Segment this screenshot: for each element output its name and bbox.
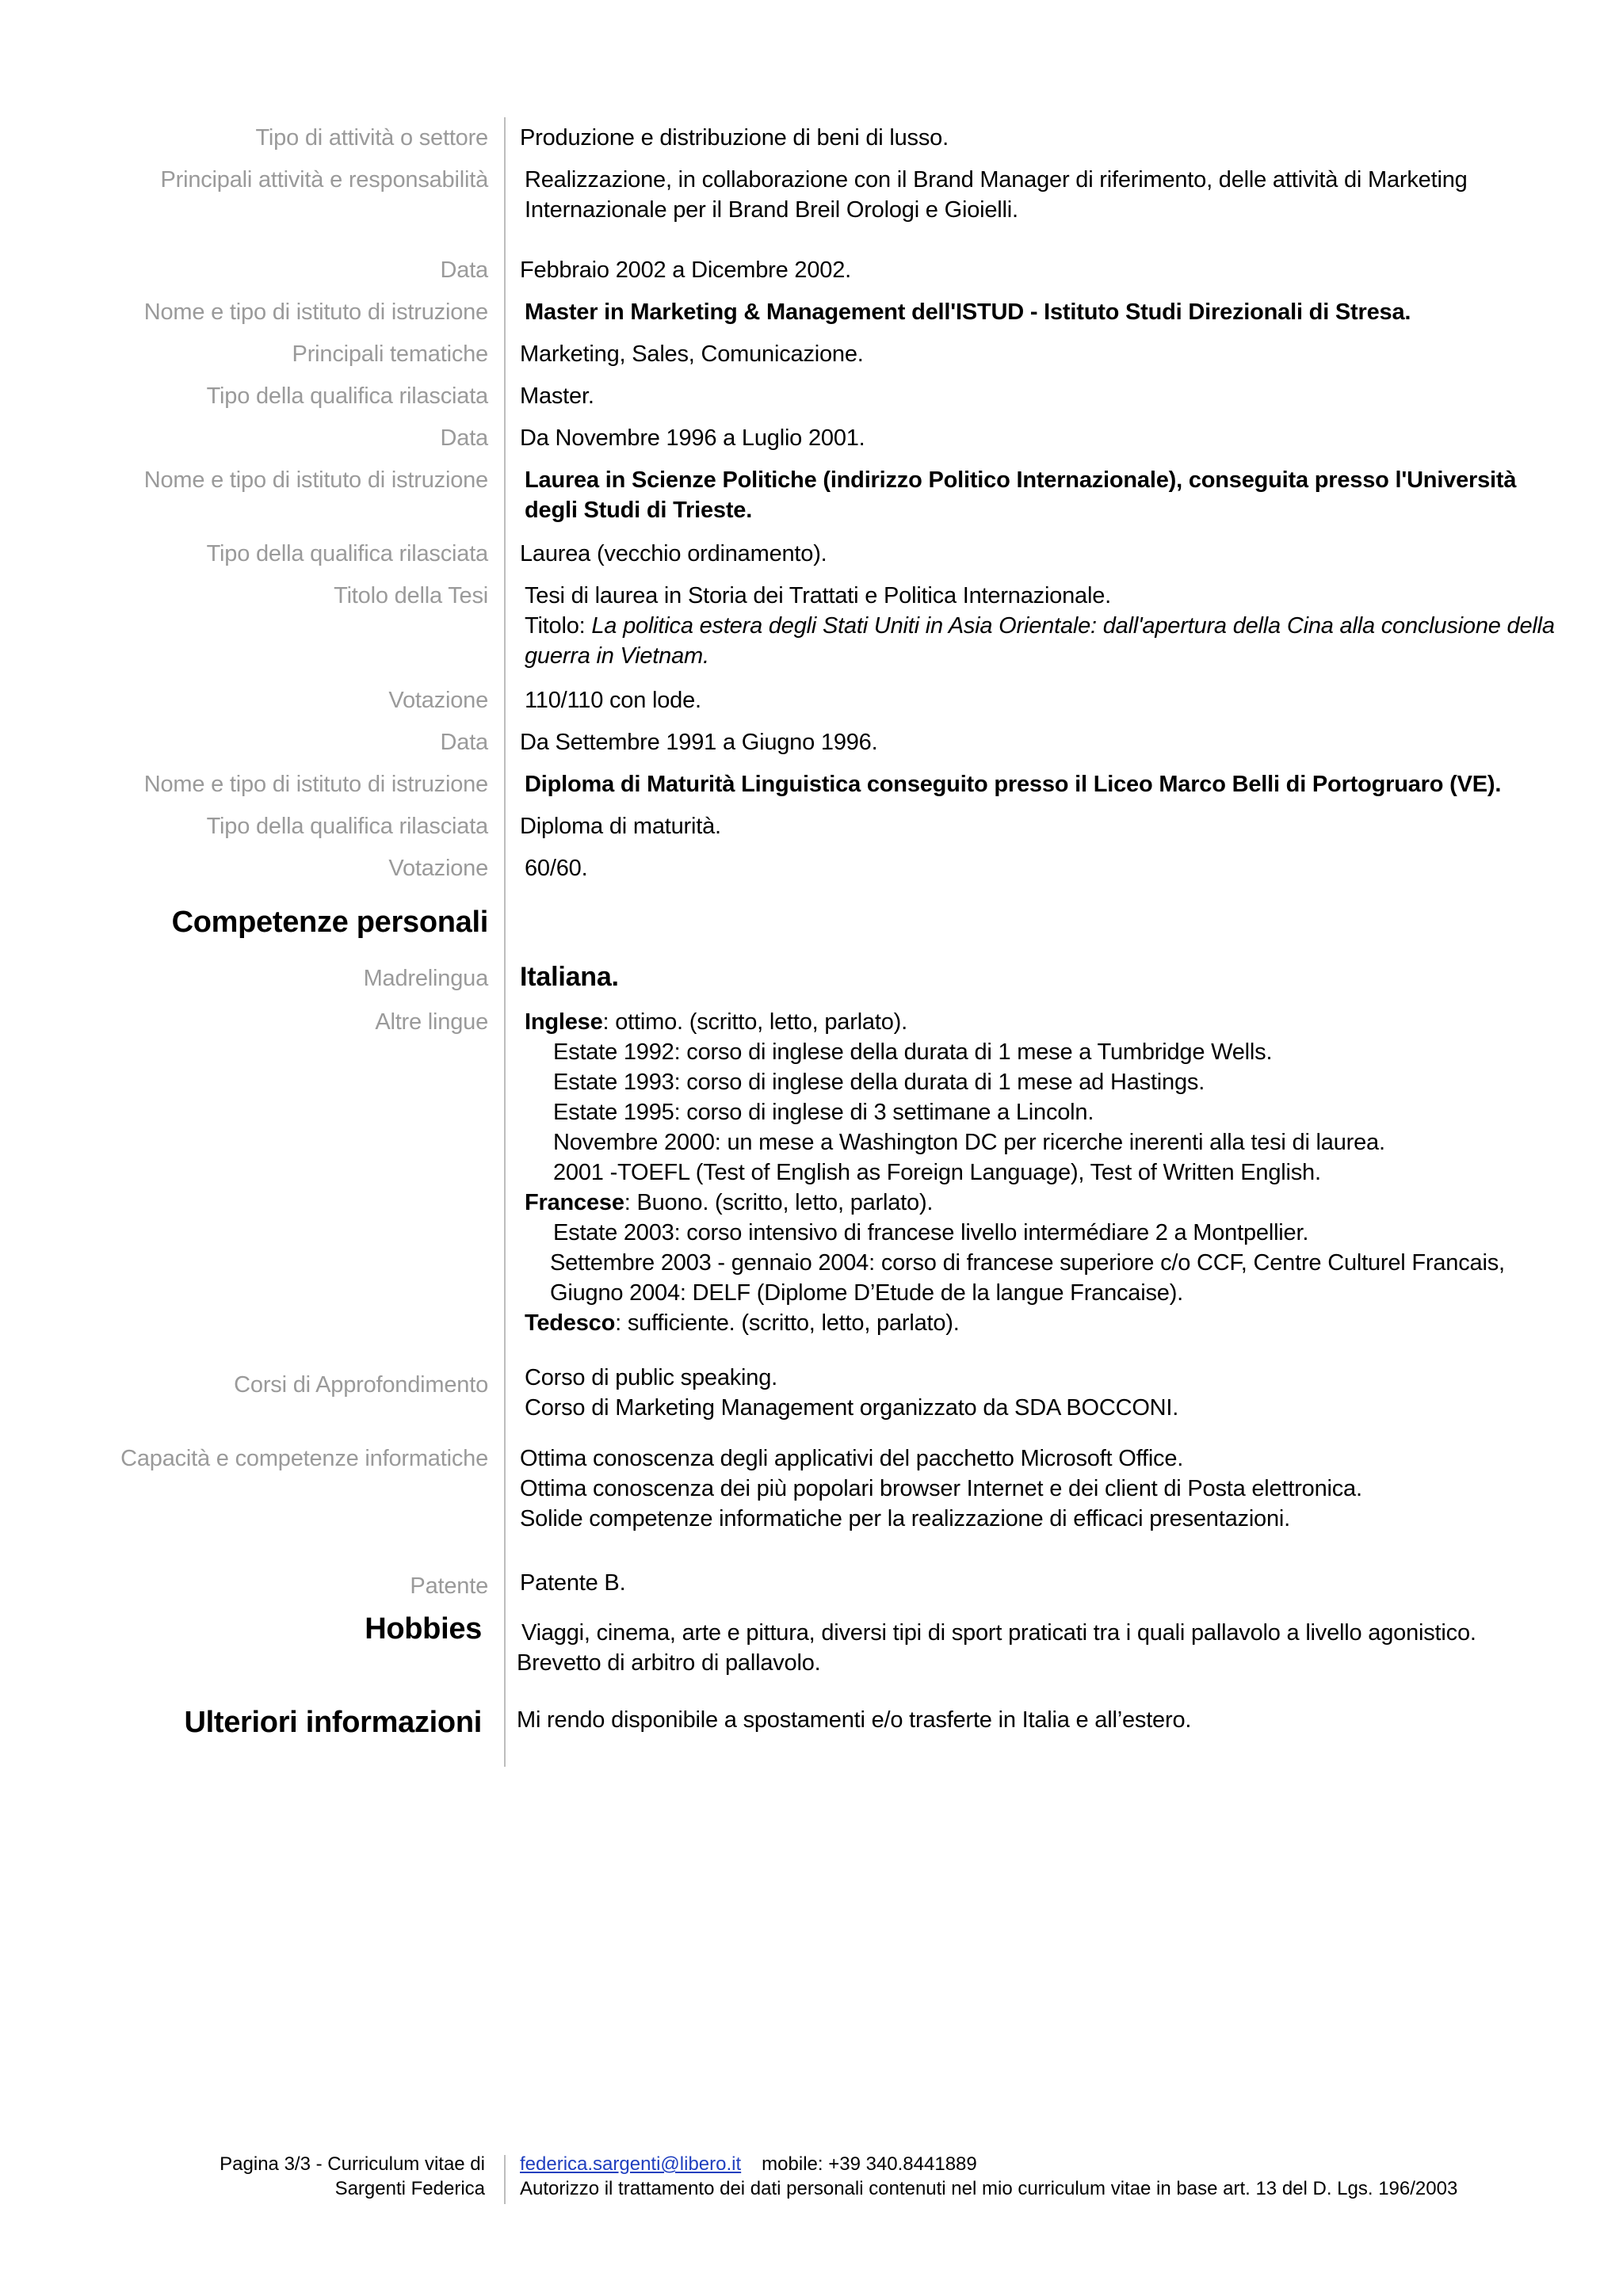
label-sector: Tipo di attività o settore [255,125,488,151]
label-institute: Nome e tipo di istituto di istruzione [143,299,488,325]
label-license: Patente [410,1573,488,1599]
mobile-number: mobile: +39 340.8441889 [762,2153,977,2175]
label-institute: Nome e tipo di istituto di istruzione [143,467,488,493]
value-it-skills [520,1444,1566,1534]
language-name: Tedesco [525,1310,616,1336]
footer-contact-line [520,2152,1457,2176]
value-qualification: Master. [520,383,594,409]
institute-line: degli Studi di Trieste. [525,498,753,523]
label-it-skills: Capacità e competenze informatiche [120,1446,488,1471]
footer-page-info [220,2152,485,2201]
value-further-info: Mi rendo disponibile a spostamenti e/o trasferte in Italia e all’estero. [517,1707,1192,1733]
thesis-title-line: guerra in Vietnam. [525,643,709,669]
email-link[interactable]: federica.sargenti@libero.it [520,2153,742,2175]
language-item: Giugno 2004: DELF (Diplome D’Etude de la langue Francaise). [550,1280,1184,1306]
it-skill-item: Ottima conoscenza degli applicativi del pacchetto Microsoft Office. [520,1446,1184,1471]
label-grade: Votazione [388,856,488,881]
language-item: 2001 -TOEFL (Test of English as Foreign Language), Test of Written English. [553,1160,1321,1185]
language-name: Inglese [525,1009,603,1035]
value-institute: Diploma di Maturità Linguistica conseguito presso il Liceo Marco Belli di Portogruaro (VE). [525,772,1502,797]
value-institute: Master in Marketing & Management dell'ISTUD - Istituto Studi Direzionali di Stresa. [525,299,1411,325]
language-item: Estate 2003: corso intensivo di francese livello intermédiare 2 a Montpellier. [553,1220,1309,1245]
thesis-title-prefix: Titolo: [525,613,592,639]
value-grade: 60/60. [525,856,588,881]
label-qualification: Tipo della qualifica rilasciata [206,814,488,839]
label-topics: Principali tematiche [292,341,488,367]
value-mother-tongue: Italiana. [520,962,619,992]
section-heading: Competenze personali [171,906,488,939]
label-qualification: Tipo della qualifica rilasciata [206,383,488,409]
value-qualification: Laurea (vecchio ordinamento). [520,541,827,566]
value-qualification: Diploma di maturità. [520,814,721,839]
footer-contacts [520,2152,1457,2201]
course-item: Corso di Marketing Management organizzato da SDA BOCCONI. [525,1395,1179,1421]
language-level: : sufficiente. (scritto, letto, parlato). [615,1310,960,1336]
language-level: : ottimo. (scritto, letto, parlato). [602,1009,907,1035]
label-thesis: Titolo della Tesi [334,583,488,608]
footer-name-line: Sargenti Federica [334,2178,485,2199]
label-date: Data [440,425,488,451]
value-license: Patente B. [520,1570,626,1596]
footer-page-line: Pagina 3/3 - Curriculum vitae di [220,2153,485,2175]
language-item: Settembre 2003 - gennaio 2004: corso di francese superiore c/o CCF, Centre Culturel Francais, [550,1250,1505,1276]
language-german [525,1308,1571,1338]
it-skill-item: Solide competenze informatiche per la realizzazione di efficaci presentazioni. [520,1506,1291,1531]
language-item: Novembre 2000: un mese a Washington DC per ricerche inerenti alla tesi di laurea. [553,1130,1385,1155]
section-heading: Hobbies [365,1612,482,1646]
label-date: Data [440,730,488,755]
label-courses: Corsi di Approfondimento [234,1372,488,1398]
language-item: Estate 1995: corso di inglese di 3 settimane a Lincoln. [553,1100,1094,1125]
label-other-languages: Altre lingue [375,1009,488,1035]
value-date: Febbraio 2002 a Dicembre 2002. [520,257,851,283]
value-grade: 110/110 con lode. [525,688,701,713]
label-duties: Principali attività e responsabilità [160,167,488,193]
privacy-notice: Autorizzo il trattamento dei dati personali contenuti nel mio curriculum vitae in base art. 13 del D. Lgs. 196/2003 [520,2178,1458,2199]
language-level: : Buono. (scritto, letto, parlato). [624,1190,934,1215]
value-courses [525,1363,1571,1423]
language-english [525,1007,1571,1037]
thesis-line: Tesi di laurea in Storia dei Trattati e Politica Internazionale. [525,583,1111,608]
label-date: Data [440,257,488,283]
value-duties [525,165,1571,225]
language-item: Estate 1993: corso di inglese della durata di 1 mese ad Hastings. [553,1070,1205,1095]
value-other-languages [525,1007,1571,1338]
language-french [525,1188,1571,1218]
it-skill-item: Ottima conoscenza dei più popolari browser Internet e dei client di Posta elettronica. [520,1476,1362,1501]
column-divider [504,117,506,1767]
label-mother-tongue: Madrelingua [363,966,488,991]
label-qualification: Tipo della qualifica rilasciata [206,541,488,566]
value-topics: Marketing, Sales, Comunicazione. [520,341,864,367]
course-item: Corso di public speaking. [525,1365,778,1390]
duties-line: Internazionale per il Brand Breil Orologi e Gioielli. [525,197,1018,223]
hobbies-line: Viaggi, cinema, arte e pittura, diversi tipi di sport praticati tra i quali pallavolo a livello agonistico. [521,1620,1476,1646]
language-item: Estate 1992: corso di inglese della durata di 1 mese a Tumbridge Wells. [553,1039,1273,1065]
duties-line: Realizzazione, in collaborazione con il Brand Manager di riferimento, delle attività di Marketing [525,167,1468,193]
footer-divider [504,2155,506,2204]
hobbies-line: Brevetto di arbitro di pallavolo. [517,1650,821,1676]
value-thesis [525,581,1571,671]
value-sector: Produzione e distribuzione di beni di lusso. [520,125,949,151]
label-grade: Votazione [388,688,488,713]
label-institute: Nome e tipo di istituto di istruzione [143,772,488,797]
thesis-title: La politica estera degli Stati Uniti in Asia Orientale: dall'apertura della Cina alla conclusione della [591,613,1555,639]
thesis-title-line [525,611,1571,641]
value-institute [525,465,1571,525]
institute-line: Laurea in Scienze Politiche (indirizzo Politico Internazionale), conseguita presso l'Università [525,467,1517,493]
section-heading: Ulteriori informazioni [184,1706,482,1739]
language-name: Francese [525,1190,624,1215]
value-date: Da Settembre 1991 a Giugno 1996. [520,730,878,755]
value-hobbies [517,1618,1568,1678]
value-date: Da Novembre 1996 a Luglio 2001. [520,425,865,451]
